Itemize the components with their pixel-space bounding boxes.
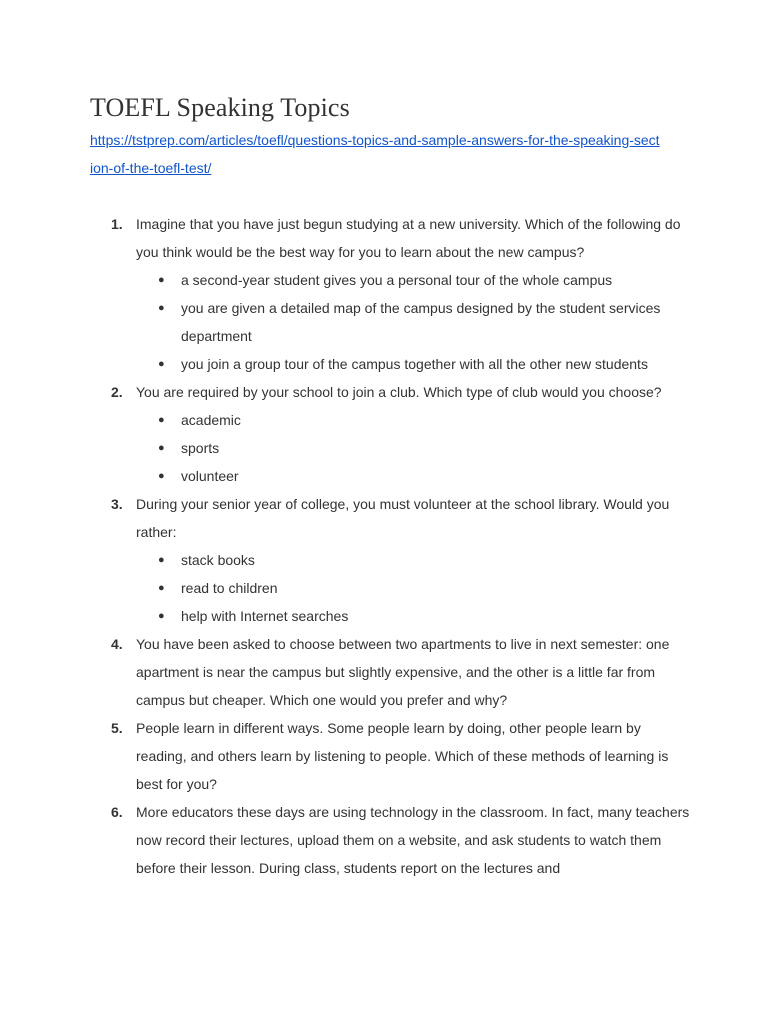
bullet-icon: ● [158,610,165,622]
option-item [136,434,690,462]
option-text: you are given a detailed map of the campus designed by the student services department [181,300,661,344]
option-item [136,266,690,294]
question-text: You have been asked to choose between two apartments to live in next semester: one apartment is near the campus but slightly expensive, and the other is a little far from campus but cheaper. Which one would you prefer and why? [136,636,670,708]
option-text: you join a group tour of the campus together with all the other new students [181,356,648,372]
question-item [90,490,690,630]
question-number: 5. [111,720,123,736]
document-page [90,92,690,882]
question-number: 6. [111,804,123,820]
question-item [90,630,690,714]
option-text: stack books [181,552,255,568]
question-text: People learn in different ways. Some people learn by doing, other people learn by reading, and others learn by listening to people. Which of these methods of learning is best for you? [136,720,669,792]
option-item [136,546,690,574]
question-text: During your senior year of college, you must volunteer at the school library. Would you rather: [136,496,670,540]
question-text: You are required by your school to join a club. Which type of club would you choose? [136,384,662,400]
option-list [136,266,690,378]
option-text: read to children [181,580,278,596]
question-number: 3. [111,496,123,512]
bullet-icon: ● [158,582,165,594]
bullet-icon: ● [158,358,165,370]
question-number: 4. [111,636,123,652]
option-item [136,602,690,630]
option-item [136,294,690,350]
source-link[interactable]: https://tstprep.com/articles/toefl/questions-topics-and-sample-answers-for-the-speaking-section-of-the-toefl-test/ [90,132,660,176]
option-text: a second-year student gives you a personal tour of the whole campus [181,272,613,288]
page-title: TOEFL Speaking Topics [90,93,350,122]
question-list [90,210,690,882]
bullet-icon: ● [158,302,165,314]
question-text: Imagine that you have just begun studying at a new university. Which of the following do you think would be the best way for you to learn about the new campus? [136,216,681,260]
option-item [136,462,690,490]
option-item [136,350,690,378]
bullet-icon: ● [158,274,165,286]
bullet-icon: ● [158,470,165,482]
option-item [136,406,690,434]
question-text: More educators these days are using technology in the classroom. In fact, many teachers now record their lectures, upload them on a website, and ask students to watch them before their lesson. During class, students report on the lectures and [136,804,690,876]
option-item [136,574,690,602]
question-number: 2. [111,384,123,400]
bullet-icon: ● [158,442,165,454]
bullet-icon: ● [158,414,165,426]
option-text: help with Internet searches [181,608,349,624]
question-item [90,378,690,490]
question-item [90,798,690,882]
question-number: 1. [111,216,123,232]
option-list [136,406,690,490]
option-list [136,546,690,630]
question-item [90,714,690,798]
bullet-icon: ● [158,554,165,566]
question-item [90,210,690,378]
option-text: academic [181,412,241,428]
option-text: volunteer [181,468,239,484]
option-text: sports [181,440,220,456]
